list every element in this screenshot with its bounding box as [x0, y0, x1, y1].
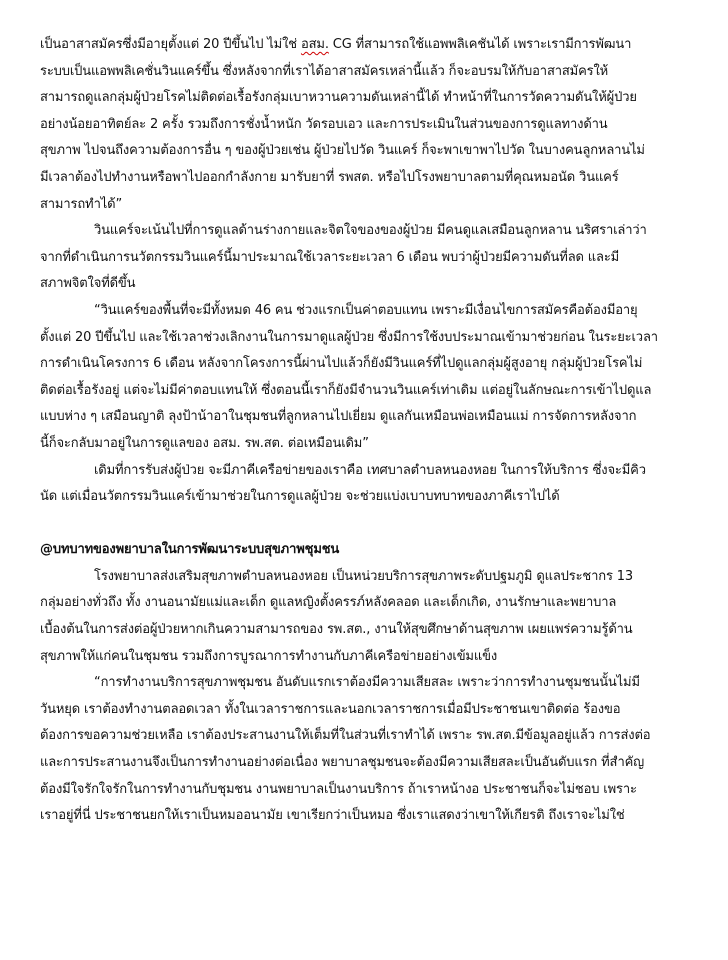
text-line: การดำเนินโครงการ 6 เดือน หลังจากโครงการนี้ผ่านไปแล้วก็ยังมีวินแคร์ที่ไปดูแลกลุ่มผู้สูงอายุ กลุ่มผู้ป่วยโรคไม่ — [40, 356, 643, 372]
text-line: กลุ่มอย่างทั่วถึง ทั้ง งานอนามัยแม่และเด็ก ดูแลหญิงตั้งครรภ์หลังคลอด และเด็กเกิด, งานรักษาและพยาบาล — [40, 595, 617, 611]
text-line: นัด แต่เมื่อนวัตกรรมวินแคร์เข้ามาช่วยในการดูแลผู้ป่วย จะช่วยแบ่งเบาบทบาทของภาคีเราไปได้ — [40, 489, 560, 505]
text-line: วันหยุด เราต้องทำงานตลอดเวลา ทั้งในเวลาราชการและนอกเวลาราชการเมื่อมีประชาชนเขาติดต่อ ร้องขอ — [40, 701, 621, 717]
text-line — [40, 32, 688, 59]
text-line: สุขภาพให้แก่คนในชุมชน รวมถึงการบูรณาการทำงานกับภาคีเครือข่ายอย่างเข้มแข็ง — [40, 648, 498, 664]
text-line: เราอยู่ที่นี่ ประชาชนยกให้เราเป็นหมออนามัย เขาเรียกว่าเป็นหมอ ซึ่งเราแสดงว่าเขาให้เกียรติ ถึงเราจะไม่ใช่ — [40, 808, 625, 824]
text-line: ติดต่อเรื้อรังอยู่ แต่จะไม่มีค่าตอบแทนให้ ซึ่งตอนนี้เราก็ยังมีจำนวนวินแคร์เท่าเดิม แต่อยู่ในลักษณะการเข้าไปดูแล — [40, 382, 652, 398]
text-line: สามารถทำได้” — [40, 196, 123, 212]
text-line: ตั้งแต่ 20 ปีขึ้นไป และใช้เวลาช่วงเลิกงานในการมาดูแลผู้ป่วย ซึ่งมีการใช้งบประมาณเข้ามาช่วยก่อน ในระยะเวลา — [40, 329, 658, 345]
section-heading: @บทบาทของพยาบาลในการพัฒนาระบบสุขภาพชุมชน — [40, 542, 340, 558]
text-line: จากที่ดำเนินการนวัตกรรมวินแคร์นี้มาประมาณใช้เวลาระยะเวลา 6 เดือน พบว่าผู้ป่วยมีความดันที่ลด และมี — [40, 249, 620, 265]
text-line: เดิมที่การรับส่งผู้ป่วย จะมีภาคีเครือข่ายของเราคือ เทศบาลตำบลหนองหอย ในการให้บริการ ซึ่งจะมีคิว — [94, 462, 646, 478]
paragraph-wincare-quote — [40, 298, 688, 458]
text-line: แบบห่าง ๆ เสมือนญาติ ลุงป้าน้าอาในชุมชนที่ลูกหลานไปเยี่ยม ดูแลกันเหมือนพ่อเหมือนแม่ การจัดการหลังจาก — [40, 409, 637, 425]
text-line: “การทำงานบริการสุขภาพชุมชน อันดับแรกเราต้องมีความเสียสละ เพราะว่าการทำงานชุมชนนั้นไม่มี — [94, 675, 640, 691]
text-run: CG ที่สามารถใช้แอพพลิเคชันได้ เพราะเรามีการพัฒนา — [328, 37, 632, 52]
text-line: เบื้องต้นในการส่งต่อผู้ป่วยหากเกินความสามารถของ รพ.สต., งานให้สุขศึกษาด้านสุขภาพ เผยแพร่ความรู้ด้าน — [40, 622, 633, 638]
text-line: วินแคร์จะเน้นไปที่การดูแลด้านร่างกายและจิตใจของของผู้ป่วย มีคนดูแลเสมือนลูกหลาน นริศราเล่าว่า — [94, 223, 647, 239]
text-line: สุขภาพ ไปจนถึงความต้องการอื่น ๆ ของผู้ป่วยเช่น ผู้ป่วยไปวัด วินแคร์ ก็จะพาเขาพาไปวัด ในบางคนลูกหลานไม่ — [40, 143, 645, 159]
text-run: เป็นอาสาสมัครซึ่งมีอายุตั้งแต่ 20 ปีขึ้นไป ไม่ใช่ — [40, 37, 301, 52]
text-line: “วินแคร์ของพื้นที่จะมีทั้งหมด 46 คน ช่วงแรกเป็นค่าตอบแทน เพราะมีเงื่อนไขการสมัครคือต้องมีอายุ — [94, 302, 638, 318]
text-line: และการประสานงานจึงเป็นการทำงานอย่างต่อเนื่อง พยาบาลชุมชนจะต้องมีความเสียสละเป็นอันดับแรก ที่สำคัญ — [40, 755, 645, 771]
paragraph-wincare-focus — [40, 218, 688, 298]
text-line: โรงพยาบาลส่งเสริมสุขภาพตำบลหนองหอย เป็นหน่วยบริการสุขภาพระดับปฐมภูมิ ดูแลประชากร 13 — [94, 568, 634, 584]
text-line: สภาพจิตใจที่ดีขึ้น — [40, 276, 136, 292]
text-line: มีเวลาต้องไปทำงานหรือพาไปออกกำลังกาย มารับยาที่ รพสต. หรือไปโรงพยาบาลตามที่คุณหมอนัด วินแคร์ — [40, 169, 619, 185]
text-line: ต้องการขอความช่วยเหลือ เราต้องประสานงานให้เต็มที่ในส่วนที่เราทำได้ เพราะ รพ.สต.มีข้อมูลอยู่แล้ว การส่งต่อ — [40, 728, 651, 744]
spellcheck-flagged-word: อสม. — [300, 37, 329, 52]
text-line: สามารถดูแลกลุ่มผู้ป่วยโรคไม่ติดต่อเรื้อรังกลุ่มเบาหวานความดันเหล่านี้ได้ ทำหน้าที่ในการวัดความดันให้ผู้ป่วย — [40, 90, 637, 106]
text-line: อย่างน้อยอาทิตย์ละ 2 ครั้ง รวมถึงการชั่งน้ำหนัก วัดรอบเอว และการประเมินในส่วนของการดูแลทางด้าน — [40, 116, 608, 132]
paragraph-patient-transport — [40, 458, 688, 511]
blank-line — [40, 511, 688, 538]
text-line: ระบบเป็นแอพพลิเคชั่นวินแคร์ขึ้น ซึ่งหลังจากที่เราได้อาสาสมัครเหล่านี้แล้ว ก็จะอบรมให้กับอาสาสมัครให้ — [40, 63, 609, 79]
text-line: ต้องมีใจรักใจรักในการทำงานกับชุมชน งานพยาบาลเป็นงานบริการ ถ้าเราหน้างอ ประชาชนก็จะไม่ชอบ เพราะ — [40, 781, 637, 797]
paragraph-community-work-quote — [40, 670, 688, 830]
paragraph-hospital-role — [40, 564, 688, 670]
paragraph-quote-continuation — [40, 32, 688, 218]
text-line: นี้ก็จะกลับมาอยู่ในการดูแลของ อสม. รพ.สต. ต่อเหมือนเดิม” — [40, 435, 369, 451]
